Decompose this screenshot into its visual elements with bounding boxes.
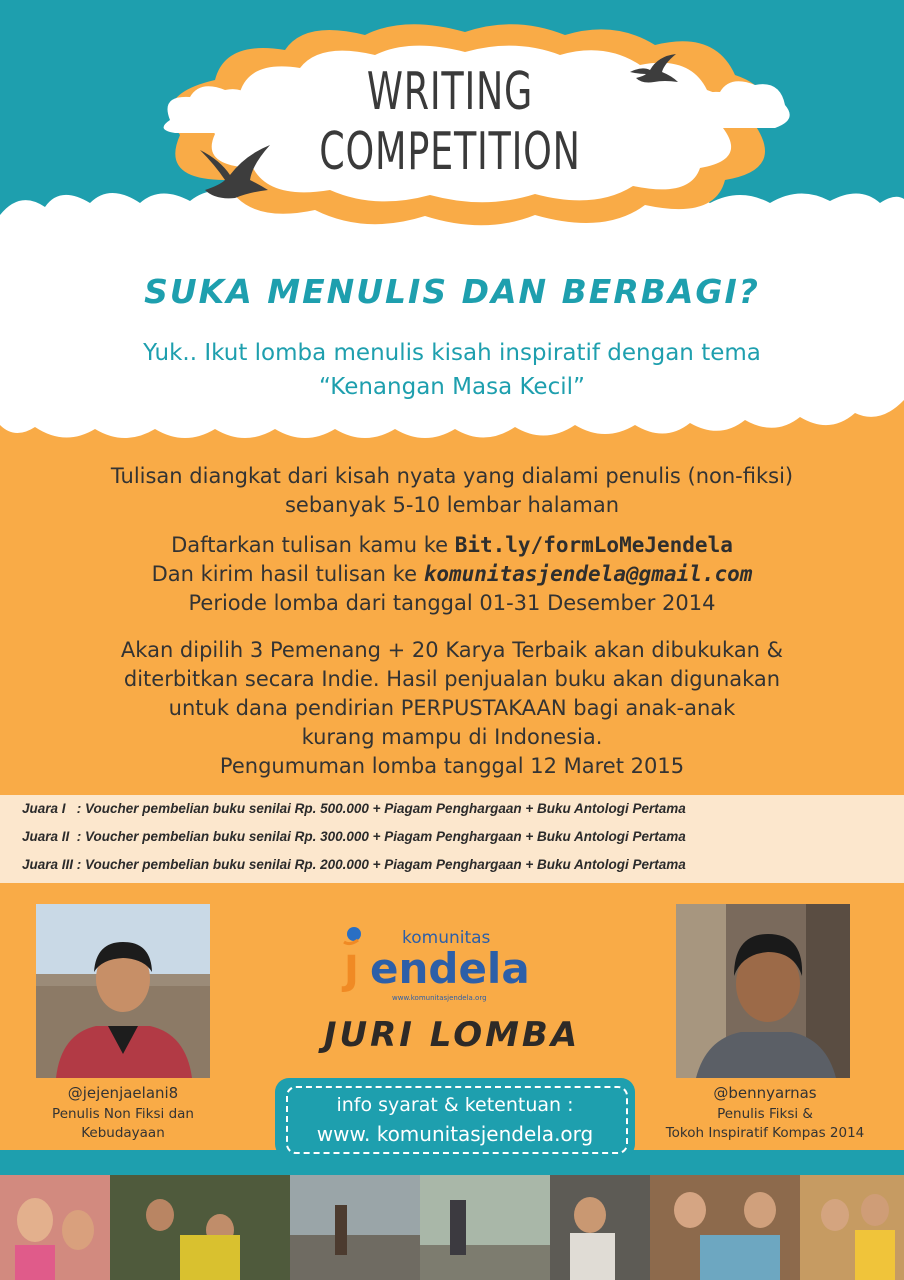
logo-url: www.komunitasjendela.org: [392, 994, 487, 1002]
logo-big-text: endela: [370, 944, 530, 993]
winners-block: [20, 636, 884, 781]
winners-line-2: diterbitkan secara Indie. Hasil penjualan buku akan digunakan: [123, 667, 781, 691]
left-small-cloud: [150, 75, 270, 145]
winners-line-1: Akan dipilih 3 Pemenang + 20 Karya Terbaik akan dibukukan &: [120, 638, 784, 662]
poster-title: WRITING COMPETITION: [319, 62, 581, 182]
info-website-link[interactable]: www. komunitasjendela.org: [316, 1122, 594, 1146]
email-line: Dan kirim hasil tulisan ke komunitasjendela@gmail.com: [151, 562, 753, 586]
description-block: [20, 462, 884, 520]
announcement-line: Pengumuman lomba tanggal 12 Maret 2015: [219, 754, 685, 778]
logo-blue-dot-icon: [340, 924, 364, 948]
winners-line-3: untuk dana pendirian PERPUSTAKAAN bagi anak-anak: [168, 696, 736, 720]
winners-line-4: kurang mampu di Indonesia.: [301, 725, 603, 749]
prize-row-2: Juara II : Voucher pembelian buku senilai Rp. 300.000 + Piagam Penghargaan + Buku Antologi Pertama: [22, 829, 686, 844]
judge-left-description: Penulis Non Fiksi dan Kebudayaan: [52, 1106, 194, 1141]
children-photo-strip: [0, 1175, 904, 1280]
description-line-2: sebanyak 5-10 lembar halaman: [284, 493, 620, 517]
judge-right-handle: @bennyarnas: [713, 1084, 817, 1102]
period-line: Periode lomba dari tanggal 01-31 Desember 2014: [188, 591, 716, 615]
registration-link[interactable]: Bit.ly/formLoMeJendela: [454, 533, 733, 557]
judge-left-photo: [36, 904, 210, 1078]
description-line-1: Tulisan diangkat dari kisah nyata yang dialami penulis (non-fiksi): [110, 464, 794, 488]
logo-small-text: komunitas: [402, 928, 491, 948]
registration-block: [20, 531, 884, 618]
prize-row-3: Juara III : Voucher pembelian buku senilai Rp. 200.000 + Piagam Penghargaan + Buku Antologi Pertama: [22, 857, 686, 872]
logo-j-letter: J: [344, 948, 359, 994]
prize-row-1: Juara I : Voucher pembelian buku senilai Rp. 500.000 + Piagam Penghargaan + Buku Antologi Pertama: [22, 801, 686, 816]
email-address[interactable]: komunitasjendela@gmail.com: [423, 562, 753, 586]
subheading-line-1: Yuk.. Ikut lomba menulis kisah inspiratif dengan tema: [143, 340, 761, 366]
headline: SUKA MENULIS DAN BERBAGI?: [144, 272, 760, 311]
info-line-1: info syarat & ketentuan :: [336, 1094, 574, 1116]
judge-right-description: Penulis Fiksi & Tokoh Inspiratif Kompas 2014: [665, 1106, 865, 1141]
judges-heading: JURI LOMBA: [323, 1015, 581, 1055]
right-small-cloud: [680, 70, 800, 140]
komunitas-jendela-logo: [340, 918, 570, 1008]
judge-right-photo: [676, 904, 850, 1078]
register-line: Daftarkan tulisan kamu ke Bit.ly/formLoMeJendela: [171, 533, 733, 557]
judge-left-handle: @jejenjaelani8: [67, 1084, 179, 1102]
subheading-theme: “Kenangan Masa Kecil”: [319, 374, 585, 400]
